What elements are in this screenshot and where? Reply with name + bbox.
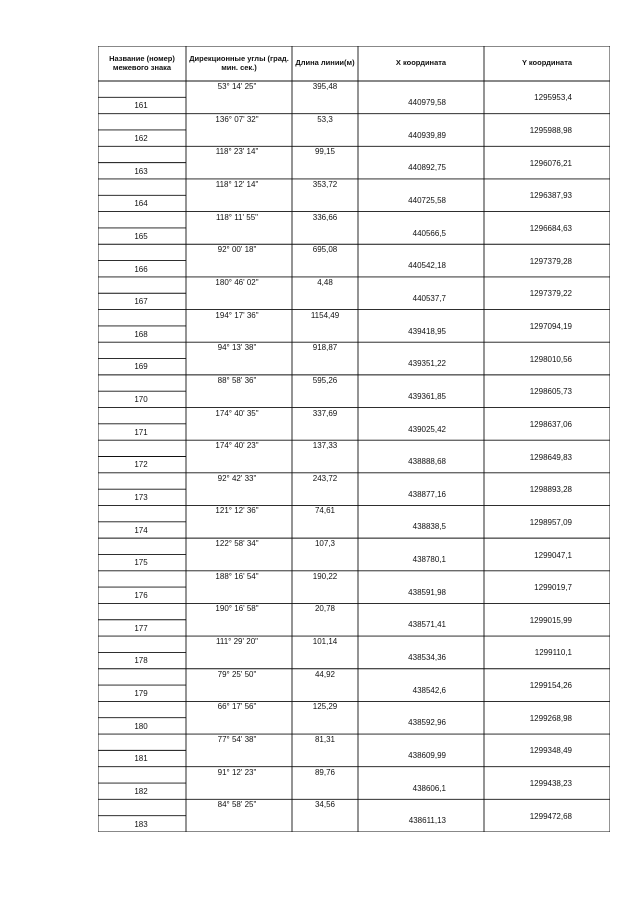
line-length: 243,72	[312, 473, 338, 483]
y-coordinate: 1299268,98	[529, 713, 572, 723]
line-length: 395,48	[312, 82, 338, 91]
y-coordinate: 1299110,1	[534, 648, 572, 658]
line-length: 1154,49	[310, 310, 340, 320]
direction-angle: 53° 14' 25"	[217, 82, 257, 91]
boundary-mark-number: 178	[134, 656, 148, 666]
x-coordinate: 440537,7	[412, 293, 446, 303]
direction-angle: 180° 46' 02"	[215, 277, 259, 287]
line-length: 99,15	[314, 147, 336, 157]
x-coordinate: 438877,16	[408, 489, 446, 499]
boundary-mark-number: 179	[134, 688, 148, 698]
coordinates-table	[98, 46, 610, 832]
header-x-coordinate: X координата	[395, 58, 447, 68]
boundary-mark-number: 164	[134, 199, 148, 209]
x-coordinate: 438606,1	[412, 783, 446, 793]
x-coordinate: 438571,41	[408, 620, 446, 630]
line-length: 4,48	[317, 277, 333, 287]
x-coordinate: 440725,58	[408, 195, 446, 205]
boundary-mark-number: 168	[134, 329, 148, 339]
line-length: 137,33	[312, 441, 338, 451]
y-coordinate: 1299047,1	[534, 550, 572, 560]
direction-angle: 118° 11' 55"	[216, 212, 258, 222]
header-angle: Дирекционные углы (град. мин. сек.)	[189, 54, 289, 72]
x-coordinate: 438838,5	[412, 522, 446, 532]
boundary-mark-number: 161	[134, 101, 148, 111]
boundary-mark-number: 171	[134, 427, 148, 437]
direction-angle: 118° 23' 14"	[215, 147, 259, 157]
x-coordinate: 440892,75	[408, 163, 446, 173]
boundary-mark-number: 176	[134, 591, 148, 601]
boundary-mark-number: 180	[134, 721, 148, 731]
boundary-mark-number: 169	[134, 362, 148, 372]
boundary-mark-number: 162	[134, 133, 148, 143]
x-coordinate: 438592,96	[408, 718, 446, 728]
y-coordinate: 1299348,49	[529, 746, 572, 756]
line-length: 34,56	[314, 800, 336, 810]
line-length: 53,3	[317, 114, 333, 124]
x-coordinate: 440979,58	[408, 97, 446, 107]
line-length: 336,66	[312, 212, 338, 222]
direction-angle: 88° 58' 36"	[217, 375, 257, 385]
x-coordinate: 440542,18	[408, 261, 446, 271]
boundary-mark-number: 174	[134, 525, 148, 535]
direction-angle: 84° 58' 25"	[217, 800, 257, 810]
boundary-mark-number: 166	[134, 264, 148, 274]
boundary-mark-number: 165	[134, 231, 148, 241]
y-coordinate: 1295953,4	[534, 93, 572, 103]
y-coordinate: 1299019,7	[534, 583, 572, 593]
y-coordinate: 1297379,28	[529, 256, 572, 266]
line-length: 125,29	[312, 702, 338, 712]
direction-angle: 79° 25' 50"	[217, 669, 257, 679]
line-length: 101,14	[312, 637, 338, 647]
direction-angle: 188° 16' 54"	[215, 571, 259, 581]
y-coordinate: 1295988,98	[529, 126, 572, 136]
direction-angle: 92° 00' 18"	[217, 245, 257, 255]
line-length: 353,72	[312, 179, 338, 189]
direction-angle: 91° 12' 23"	[217, 767, 257, 777]
direction-angle: 122° 58' 34"	[215, 539, 259, 549]
line-length: 74,61	[314, 506, 336, 516]
line-length: 81,31	[314, 735, 336, 745]
direction-angle: 174° 40' 35"	[215, 408, 259, 418]
x-coordinate: 438888,68	[408, 457, 446, 467]
direction-angle: 92° 42' 33"	[217, 473, 257, 483]
y-coordinate: 1299154,26	[529, 681, 572, 691]
direction-angle: 121° 12' 36"	[215, 506, 259, 516]
direction-angle: 94° 13' 38"	[217, 343, 257, 353]
y-coordinate: 1296076,21	[529, 158, 572, 168]
boundary-mark-number: 181	[134, 754, 148, 764]
line-length: 44,92	[314, 669, 336, 679]
x-coordinate: 439351,22	[408, 359, 446, 369]
line-length: 695,08	[312, 245, 338, 255]
line-length: 918,87	[312, 343, 338, 353]
direction-angle: 111° 29' 20"	[216, 637, 258, 647]
direction-angle: 66° 17' 56"	[217, 702, 257, 712]
line-length: 595,26	[312, 375, 338, 385]
direction-angle: 77° 54' 38"	[217, 735, 257, 745]
line-length: 107,3	[314, 539, 336, 549]
x-coordinate: 439025,42	[408, 424, 446, 434]
x-coordinate: 438611,13	[408, 816, 446, 826]
boundary-mark-number: 183	[134, 819, 148, 829]
boundary-mark-number: 172	[134, 460, 148, 470]
header-name: Название (номер) межевого знака	[109, 54, 175, 72]
y-coordinate: 1297379,22	[529, 289, 572, 299]
x-coordinate: 438609,99	[408, 751, 446, 761]
y-coordinate: 1297094,19	[529, 321, 572, 331]
y-coordinate: 1298957,09	[529, 517, 572, 527]
boundary-mark-number: 173	[134, 493, 148, 503]
direction-angle: 118° 12' 14"	[215, 179, 259, 189]
x-coordinate: 439418,95	[408, 326, 446, 336]
y-coordinate: 1296387,93	[529, 191, 572, 201]
boundary-mark-number: 182	[134, 786, 148, 796]
x-coordinate: 438534,36	[408, 653, 446, 663]
boundary-mark-number: 167	[134, 297, 148, 307]
line-length: 89,76	[314, 767, 336, 777]
header-length: Длина линии(м)	[295, 58, 355, 68]
x-coordinate: 440939,89	[408, 130, 446, 140]
y-coordinate: 1296684,63	[529, 224, 572, 234]
boundary-mark-number: 170	[134, 395, 148, 405]
y-coordinate: 1298649,83	[529, 452, 572, 462]
line-length: 337,69	[312, 408, 338, 418]
header-y-coordinate: Y координата	[521, 58, 573, 68]
y-coordinate: 1299438,23	[529, 779, 572, 789]
y-coordinate: 1299015,99	[529, 615, 572, 625]
direction-angle: 136° 07' 32"	[215, 114, 259, 124]
boundary-mark-number: 163	[134, 166, 148, 176]
direction-angle: 174° 40' 23"	[215, 441, 259, 451]
y-coordinate: 1298637,06	[529, 419, 572, 429]
direction-angle: 194° 17' 36"	[215, 310, 259, 320]
direction-angle: 190° 16' 58"	[215, 604, 259, 614]
y-coordinate: 1298010,56	[529, 354, 572, 364]
boundary-mark-number: 175	[134, 558, 148, 568]
x-coordinate: 438780,1	[412, 555, 446, 565]
line-length: 20,78	[314, 604, 336, 614]
x-coordinate: 439361,85	[408, 391, 446, 401]
x-coordinate: 438542,6	[412, 685, 446, 695]
y-coordinate: 1298893,28	[529, 485, 572, 495]
line-length: 190,22	[312, 571, 338, 581]
x-coordinate: 438591,98	[408, 587, 446, 597]
y-coordinate: 1299472,68	[529, 811, 572, 821]
boundary-mark-number: 177	[134, 623, 148, 633]
y-coordinate: 1298605,73	[529, 387, 572, 397]
x-coordinate: 440566,5	[412, 228, 446, 238]
